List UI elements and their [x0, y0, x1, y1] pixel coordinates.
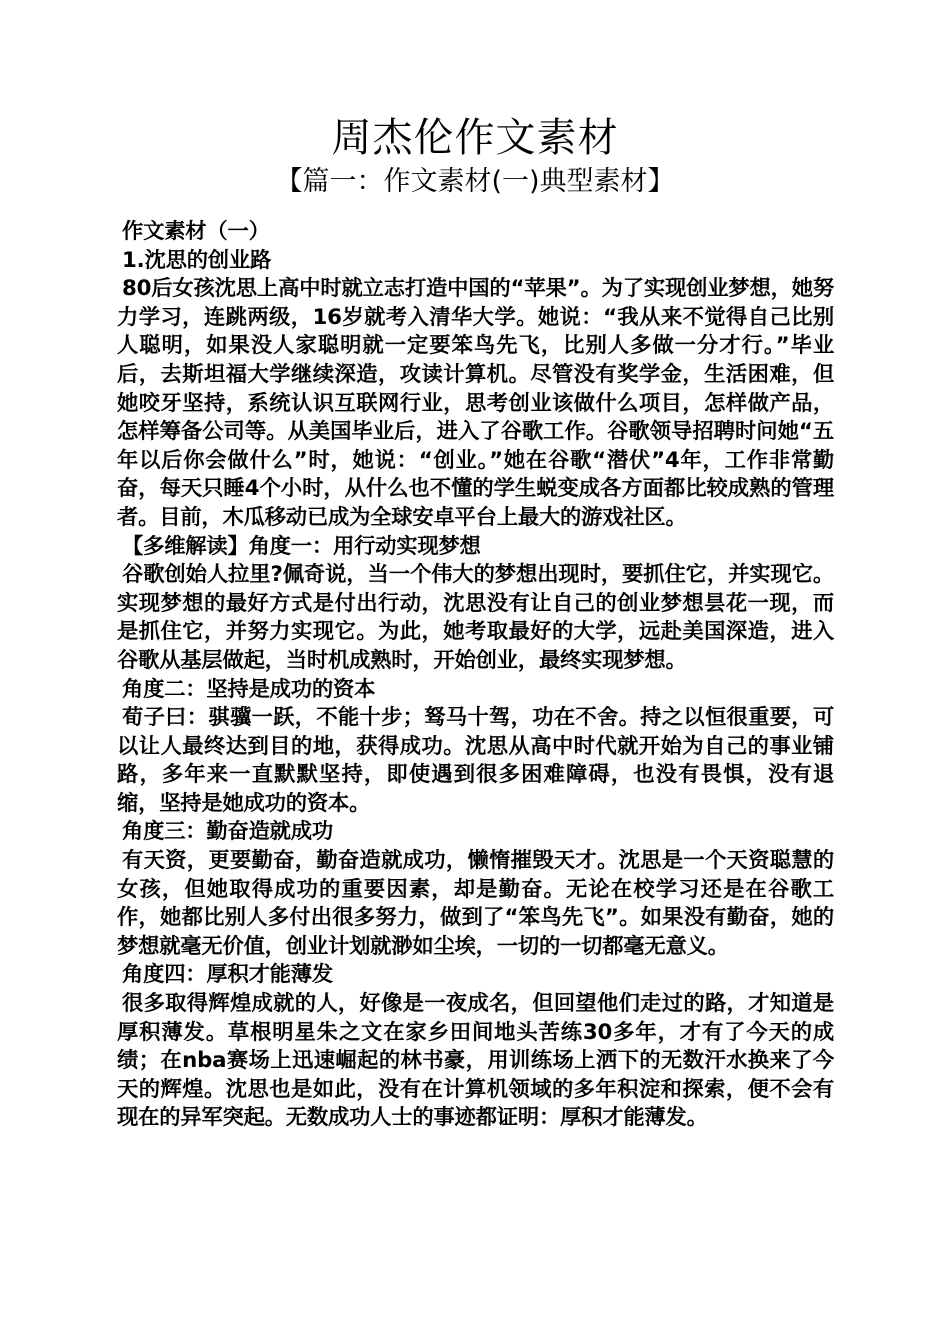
angle2-heading: 角度二：坚持是成功的资本: [122, 676, 376, 702]
angle1-heading: 【多维解读】角度一：用行动实现梦想: [122, 533, 481, 559]
angle3-paragraph: 有天资，更要勤奋，勤奋造就成功，懒惰摧毁天才。沈思是一个天资聪慧的女孩，但她取得成功的重要因素，却是勤奋。无论在校学习还是在谷歌工作，她都比别人多付出很多努力，做到了“笨鸟先飞”。如果没有勤奋，她的梦想就毫无价值，创业计划就渺如尘埃，一切的一切都毫无意义。: [117, 848, 834, 959]
document-body: [117, 218, 834, 1133]
angle1-paragraph: 谷歌创始人拉里?佩奇说，当一个伟大的梦想出现时，要抓住它，并实现它。实现梦想的最好方式是付出行动，沈思没有让自己的创业梦想昙花一现，而是抓住它，并努力实现它。为此，她考取最好的大学，远赴美国深造，进入谷歌从基层做起，当时机成熟时，开始创业，最终实现梦想。: [117, 562, 834, 673]
angle3-heading: 角度三：勤奋造就成功: [122, 819, 333, 845]
document-title: 周杰伦作文素材: [331, 115, 619, 161]
story-title: 1.沈思的创业路: [122, 247, 272, 273]
angle4-paragraph: 很多取得辉煌成就的人，好像是一夜成名，但回望他们走过的路，才知道是厚积薄发。草根明星朱之文在家乡田间地头苦练30多年，才有了今天的成绩；在nba赛场上迅速崛起的林书豪，用训练场上洒下的无数汗水换来了今天的辉煌。沈思也是如此，没有在计算机领域的多年积淀和探索，便不会有现在的异军突起。无数成功人士的事迹都证明：厚积才能薄发。: [117, 991, 834, 1131]
section-heading: 作文素材（一）: [122, 219, 270, 244]
angle2-paragraph: 荀子曰：骐骥一跃，不能十步；驽马十驾，功在不舍。持之以恒很重要，可以让人最终达到目的地，获得成功。沈思从高中时代就开始为自己的事业铺路，多年来一直默默坚持，即使遇到很多困难障碍，也没有畏惧，没有退缩，坚持是她成功的资本。: [117, 705, 834, 816]
angle4-heading: 角度四：厚积才能薄发: [122, 962, 333, 988]
story-paragraph: 80后女孩沈思上高中时就立志打造中国的“苹果”。为了实现创业梦想，她努力学习，连跳两级，16岁就考入清华大学。她说：“我从来不觉得自己比别人聪明，如果没人家聪明就一定要笨鸟先飞，比别人多做一分才行。”毕业后，去斯坦福大学继续深造，攻读计算机。尽管没有奖学金，生活困难，但她咬牙坚持，系统认识互联网行业，思考创业该做什么项目，怎样做产品，怎样筹备公司等。从美国毕业后，进入了谷歌工作。谷歌领导招聘时问她“五年以后你会做什么”时，她说：“创业。”她在谷歌“潜伏”4年，工作非常勤奋，每天只睡4个小时，从什么也不懂的学生蜕变成各方面都比较成熟的管理者。目前，木瓜移动已成为全球安卓平台上最大的游戏社区。: [117, 276, 834, 530]
document-subtitle: 【篇一：作文素材(一)典型素材】: [275, 166, 675, 197]
